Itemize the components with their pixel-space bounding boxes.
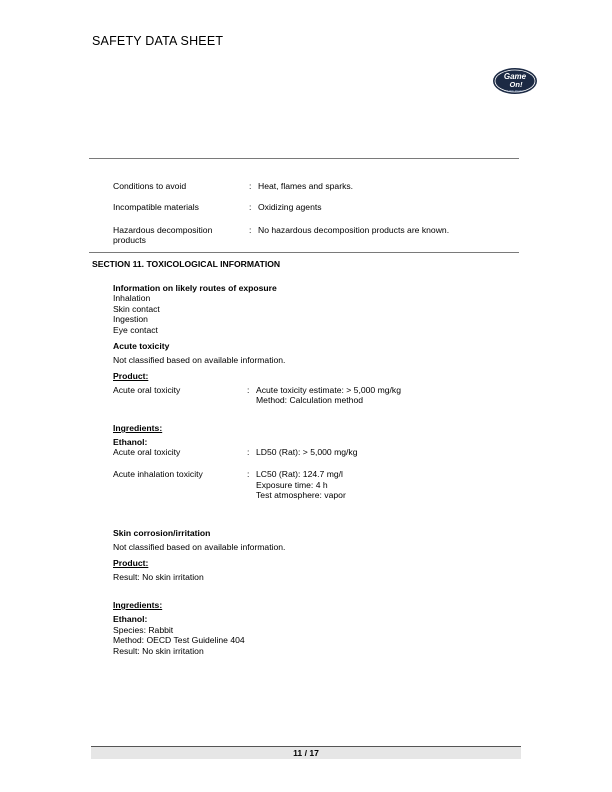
hazardous-decomposition-label-line2: products [113, 235, 146, 245]
row-colon: : [249, 181, 252, 191]
hazardous-decomposition-value: No hazardous decomposition products are known. [258, 225, 450, 235]
route-item: Inhalation [113, 293, 151, 303]
section-11-heading: SECTION 11. TOXICOLOGICAL INFORMATION [92, 259, 281, 269]
skin-ingredients-heading: Ingredients: [113, 600, 163, 610]
route-item: Skin contact [113, 304, 160, 314]
ethanol-oral-value: LD50 (Rat): > 5,000 mg/kg [256, 447, 358, 457]
acute-product-label: Acute oral toxicity [113, 385, 181, 395]
skin-corrosion-heading: Skin corrosion/irritation [113, 528, 211, 538]
skin-method: Method: OECD Test Guideline 404 [113, 635, 245, 645]
conditions-to-avoid-label: Conditions to avoid [113, 181, 187, 191]
header-divider [89, 158, 519, 159]
acute-product-value-1: Acute toxicity estimate: > 5,000 mg/kg [256, 385, 401, 395]
acute-toxicity-note: Not classified based on available information. [113, 355, 286, 365]
row-colon: : [249, 202, 252, 212]
ethanol-inhalation-value-1: LC50 (Rat): 124.7 mg/l [256, 469, 343, 479]
ethanol-oral-label: Acute oral toxicity [113, 447, 181, 457]
logo-tagline: GAME READY [506, 90, 524, 93]
logo-line1: Game [503, 72, 527, 81]
page-number: 11 / 17 [293, 748, 319, 758]
conditions-to-avoid-value: Heat, flames and sparks. [258, 181, 354, 191]
incompatible-materials-value: Oxidizing agents [258, 202, 322, 212]
row-colon: : [247, 447, 250, 457]
acute-ingredient-name: Ethanol: [113, 437, 148, 447]
skin-species: Species: Rabbit [113, 625, 174, 635]
company-logo [492, 66, 538, 96]
row-colon: : [249, 225, 252, 235]
row-colon: : [247, 469, 250, 479]
skin-product-heading: Product: [113, 558, 149, 568]
skin-product-result: Result: No skin irritation [113, 572, 204, 582]
ethanol-inhalation-label: Acute inhalation toxicity [113, 469, 203, 479]
acute-toxicity-heading: Acute toxicity [113, 341, 170, 351]
skin-result: Result: No skin irritation [113, 646, 204, 656]
routes-heading: Information on likely routes of exposure [113, 283, 277, 293]
row-colon: : [247, 385, 250, 395]
route-item: Eye contact [113, 325, 158, 335]
acute-product-value-2: Method: Calculation method [256, 395, 364, 405]
skin-ingredient-name: Ethanol: [113, 614, 148, 624]
skin-corrosion-note: Not classified based on available information. [113, 542, 286, 552]
logo-line2: On! [509, 80, 523, 89]
acute-ingredients-heading: Ingredients: [113, 423, 163, 433]
section-divider [89, 252, 519, 253]
incompatible-materials-label: Incompatible materials [113, 202, 199, 212]
route-item: Ingestion [113, 314, 148, 324]
ethanol-inhalation-value-3: Test atmosphere: vapor [256, 490, 346, 500]
ethanol-inhalation-value-2: Exposure time: 4 h [256, 480, 328, 490]
hazardous-decomposition-label-line1: Hazardous decomposition [113, 225, 213, 235]
acute-product-heading: Product: [113, 371, 149, 381]
document-title: SAFETY DATA SHEET [92, 34, 224, 48]
